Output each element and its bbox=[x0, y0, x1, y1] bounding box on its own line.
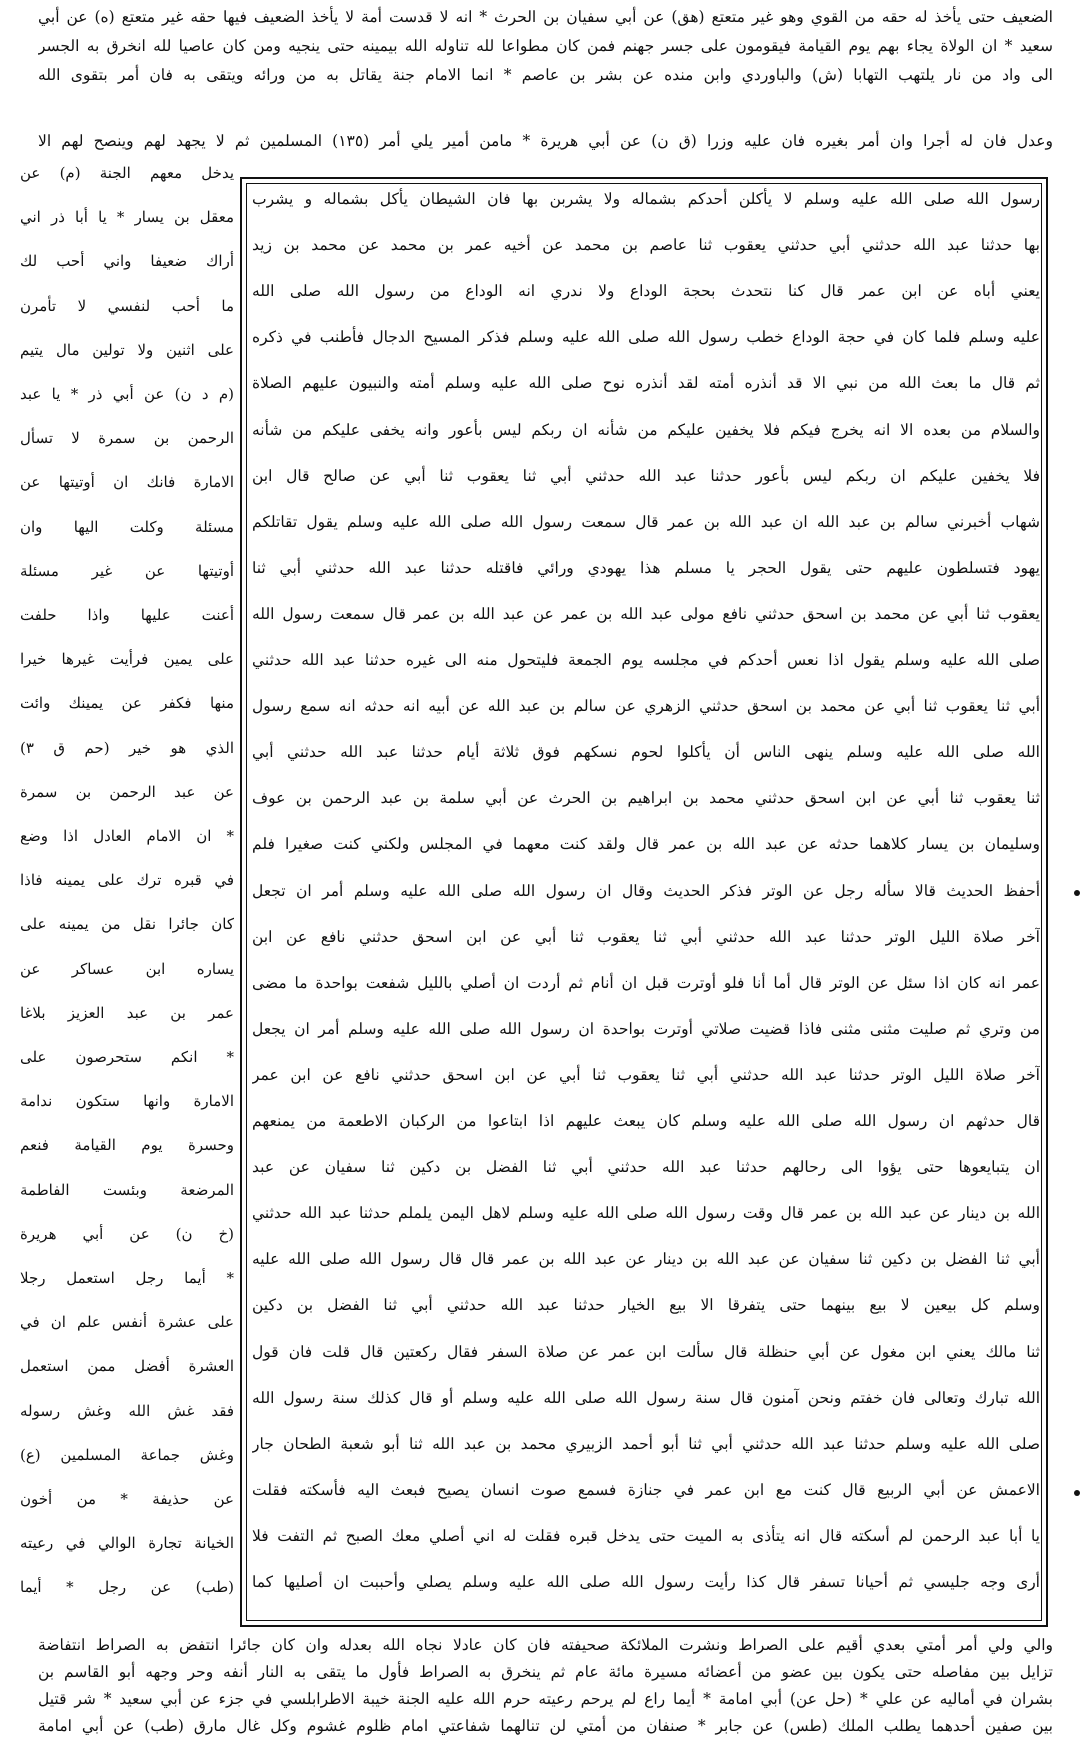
margin-line: يدخل معهم الجنة (م) عن bbox=[20, 164, 234, 182]
main-line: وسليمان بن يسار كلاهما حدثه عن عبد الله بن عمر قال ولقد كنت معهما في المجلس ولكني كنت صغيرا فلم bbox=[252, 835, 1040, 854]
margin-line: الامارة فانك ان أوتيتها عن bbox=[20, 473, 234, 492]
main-line: أحفظ الحديث قالا سأله رجل عن الوتر فذكر الحديث وقال ان رسول الله صلى الله عليه وسلم أمر ان تجعل bbox=[252, 881, 1040, 900]
margin-line: يساره ابن عساكر عن bbox=[20, 959, 234, 978]
margin-line: أوتيتها عن غير مسئلة bbox=[20, 561, 234, 580]
margin-line: عن حذيفة * من أخون bbox=[20, 1490, 234, 1508]
bottom-line: والي ولي أمر أمتي بعدي أقيم على الصراط ونشرت الملائكة صحيفته فان كان عادلا نجاه الله بعدله وان كان جائرا انتفض به الصراط انتفاضة bbox=[38, 1636, 1053, 1654]
margin-line: (خ ن) عن أبي هريرة bbox=[20, 1224, 234, 1243]
margin-line: الامارة وانها ستكون ندامة bbox=[20, 1092, 234, 1111]
main-line: شهاب أخبرني سالم بن عبد الله ان عبد الله بن عمر قال سمعت رسول الله صلى الله عليه وسلم يقول تقاتلكم bbox=[252, 512, 1040, 531]
main-line: فلا يخفين عليكم ان ربكم ليس بأعور حدثنا عبد الله حدثني أبي ثنا يعقوب ثنا أبي عن صالح قال ابن bbox=[252, 466, 1040, 485]
scan-speck bbox=[1074, 890, 1080, 896]
margin-line: كان جائرا نقل من يمينه على bbox=[20, 915, 234, 934]
top-line: الضعيف حتى يأخذ له حقه من القوي وهو غير متعتع (هق) عن أبي سفيان بن الحرث * انه لا قدست أمة لا يأخذ الضعيف فيها حقه غير متعتع (ه) عن أبي bbox=[38, 8, 1053, 26]
main-line: أبي ثنا الفضل بن دكين ثنا سفيان عن عبد الله بن دينار عن عبد الله بن عمر قال قال رسول الله صلى الله عليه bbox=[252, 1250, 1040, 1269]
margin-line: منها فكفر عن يمينك وائت bbox=[20, 694, 234, 713]
margin-line: الرحمن بن سمرة لا تسأل bbox=[20, 429, 234, 448]
margin-line: على اثنين ولا تولين مال يتيم bbox=[20, 340, 234, 359]
margin-line: الذي هو خير (حم ق ٣) bbox=[20, 738, 234, 757]
main-line: بها حدثنا عبد الله حدثني أبي حدثني يعقوب ثنا عاصم بن محمد عن أخيه عمر بن محمد عن محمد بن زيد bbox=[252, 236, 1040, 255]
margin-line: في قبره ترك على يمينه فاذا bbox=[20, 871, 234, 890]
main-line: الله تبارك وتعالى فان خفتم ونحن آمنون قال سنة رسول الله صلى الله عليه وسلم أو قال كذلك سنة رسول الله bbox=[252, 1388, 1040, 1407]
top-line: سعيد * ان الولاة يجاء بهم يوم القيامة فيقومون على جسر جهنم فمن كان مطواعا لله تناوله الله بيمينه حتى ينجيه ومن كان عاصيا لله انخرق به الجسر bbox=[38, 37, 1053, 55]
margin-line: على عشرة أنفس علم ان في bbox=[20, 1313, 234, 1332]
margin-line: (م د ن) عن أبي ذر * يا عبد bbox=[20, 385, 234, 403]
margin-line: عن عبد الرحمن بن سمرة bbox=[20, 782, 234, 801]
main-line: ثنا يعقوب ثنا أبي عن ابن اسحق حدثني محمد بن ابراهيم بن الحرث عن أبي سلمة بن عبد الرحمن بن عوف bbox=[252, 789, 1040, 808]
main-line: الاعمش عن أبي الربيع قال كنت مع ابن عمر في جنازة فسمع صوت انسان يصيح فبعث اليه فأسكته فقلت bbox=[252, 1480, 1040, 1499]
main-line: آخر صلاة الليل الوتر حدثنا عبد الله حدثني أبي ثنا يعقوب ثنا أبي عن ابن اسحق حدثني نافع عن ابن bbox=[252, 927, 1040, 946]
main-line: والسلام من بعده الا انه يخرج فيكم فلا يخفين عليكم من شأنه ان ربكم ليس بأعور وانه يخفى عليكم من شأنه bbox=[252, 420, 1040, 439]
margin-line: (طب) عن رجل * أيما bbox=[20, 1578, 234, 1597]
bottom-line: تزايل بين مفاصله حتى يكون بين عضو من أعضائه مسيرة مائة عام ثم ينخرق به الصراط فأول ما يتقى به النار أنفه وحر وجهه أبو القاسم بن bbox=[38, 1663, 1053, 1681]
margin-line: وغش جماعة المسلمين (ع) bbox=[20, 1445, 234, 1464]
main-line: أبي ثنا يعقوب ثنا أبي عن محمد بن اسحق حدثني الزهري عن سالم بن عبد الله عن أبيه انه حدثه انه سمع رسول bbox=[252, 697, 1040, 716]
margin-line: * أيما رجل استعمل رجلا bbox=[20, 1269, 234, 1287]
margin-line: المرضعة وبئست الفاطمة bbox=[20, 1180, 234, 1199]
main-line: أرى وجه جليسي ثم أحيانا تسفر قال كذا رأيت رسول الله صلى الله عليه وسلم يصلي وأحببت ان أصليها كما bbox=[252, 1573, 1040, 1591]
main-line: وسلم كل بيعين لا بيع بينهما حتى يتفرقا الا بيع الخيار حدثنا عبد الله حدثني أبي ثنا الفضل بن دكين bbox=[252, 1296, 1040, 1315]
top-line-with-page-number: وعدل فان له أجرا وان أمر بغيره فان عليه وزرا (ق ن) عن أبي هريرة * مامن أمير يلي أمر (١٣٥) المسلمين ثم لا يجهد لهم وينصح لهم الا bbox=[38, 132, 1053, 150]
main-line: الله بن دينار عن عبد الله بن عمر قال وقت رسول الله صلى الله عليه وسلم لاهل اليمن يلملم حدثنا عبد الله حدثني bbox=[252, 1204, 1040, 1223]
top-line: الى واد من نار يلتهب التهابا (ش) والباوردي وابن منده عن بشر بن عاصم * انما الامام جنة يقاتل به من ورائه ويتقى به فان أمر بتقوى الله bbox=[38, 66, 1053, 84]
main-line: صلى الله عليه وسلم يقول اذا نعس أحدكم في مجلسه يوم الجمعة فليتحول منه الى غيره حدثنا عبد الله حدثني bbox=[252, 651, 1040, 669]
margin-line: العشرة أفضل ممن استعمل bbox=[20, 1357, 234, 1376]
main-line: ثم قال ما بعث الله من نبي الا قد أنذره أمته لقد أنذره نوح صلى الله عليه وسلم أمته والنبيون عليهم الصلاة bbox=[252, 374, 1040, 393]
main-line: يعني أباه عن ابن عمر قال كنا نتحدث بحجة الوداع ولا ندري انه الوداع من رسول الله صلى الله bbox=[252, 282, 1040, 301]
margin-line: * انكم ستحرصون على bbox=[20, 1048, 234, 1066]
margin-line: عمر بن عبد العزيز بلاغا bbox=[20, 1003, 234, 1022]
margin-line: معقل بن يسار * يا أبا ذر اني bbox=[20, 208, 234, 227]
margin-line: الخيانة تجارة الوالي في رعيته bbox=[20, 1534, 234, 1553]
margin-line: * ان الامام العادل اذا وضع bbox=[20, 827, 234, 845]
margin-line: أعنت عليها واذا حلفت bbox=[20, 606, 234, 624]
main-line: يا أبا عبد الرحمن لم أسكته قال انه يتأذى به الميت حتى يدخل قبره فقلت له اني أصلي معك الصبح ثم التفت فلا bbox=[252, 1526, 1040, 1545]
main-line: ان يتبايعوها حتى يؤوا الى رحالهم حدثنا عبد الله حدثني أبي ثنا الفضل بن دكين ثنا سفيان عن عبد bbox=[252, 1158, 1040, 1177]
main-line: الله صلى الله عليه وسلم ينهى الناس أن يأكلوا لحوم نسكهم فوق ثلاثة أيام حدثنا عبد الله حدثني أبي bbox=[252, 743, 1040, 762]
main-line: من وتري ثم صليت مثنى مثنى فاذا قضيت صلاتي أوترت بواحدة ان رسول الله صلى الله عليه وسلم أمر ان يجعل bbox=[252, 1019, 1040, 1038]
margin-line: ما أحب لنفسي لا تأمرن bbox=[20, 296, 234, 315]
main-line: عليه وسلم فلما كان في حجة الوداع خطب رسول الله صلى الله عليه وسلم فذكر المسيح الدجال فأطنب في ذكره bbox=[252, 328, 1040, 347]
margin-line: فقد غش الله وغش رسوله bbox=[20, 1401, 234, 1420]
main-line: يعقوب ثنا أبي عن محمد بن اسحق حدثني نافع مولى عبد الله بن عمر عن عبد الله بن عمر قال سمعت رسول الله bbox=[252, 604, 1040, 623]
margin-line: أراك ضعيفا واني أحب لك bbox=[20, 252, 234, 271]
main-line: ثنا مالك يعني ابن مغول عن أبي حنظلة قال سألت ابن عمر عن صلاة السفر فقال ركعتين قال قلت فان قول bbox=[252, 1342, 1040, 1361]
main-line: آخر صلاة الليل الوتر حدثنا عبد الله حدثني أبي ثنا يعقوب ثنا أبي عن ابن اسحق حدثني نافع عن ابن عمر bbox=[252, 1065, 1040, 1084]
main-line: رسول الله صلى الله عليه وسلم لا يأكلن أحدكم بشماله ولا يشربن بها فان الشيطان يأكل بشماله و يشرب bbox=[252, 190, 1040, 208]
bottom-line: بشران في أماليه عن علي * (حل عن) أبي امامة * أيما راع لم يرحم رعيته حرم الله عليه الجنة خيبة الاطرابلسي في جزء عن أبي سعيد * شر قتيل bbox=[38, 1690, 1053, 1708]
scan-speck bbox=[1074, 1490, 1080, 1496]
margin-line: على يمين فرأيت غيرها خيرا bbox=[20, 650, 234, 669]
margin-line: وحسرة يوم القيامة فنعم bbox=[20, 1136, 234, 1155]
bottom-line: بين صفين أحدهما يطلب الملك (طس) عن جابر * صنفان من أمتي لن تنالهما شفاعتي امام ظلوم غشوم وكل غال مارق (طب) عن أبي امامة bbox=[38, 1717, 1053, 1735]
main-line: يهود فتسلطون عليهم حتى يقول الحجر يا مسلم هذا يهودي ورائي فاقتله حدثنا عبد الله حدثني أبي ثنا bbox=[252, 558, 1040, 577]
main-line: صلى الله عليه وسلم حدثنا عبد الله حدثني أبي ثنا أبو أحمد الزبيري محمد بن عبد الله ثنا أبو شعبة الطحان جار bbox=[252, 1434, 1040, 1453]
main-line: عمر انه كان اذا سئل عن الوتر قال أما أنا فلو أوترت قبل ان أنام ثم أردت ان أصلي بالليل شفعت بواحدة ما مضى bbox=[252, 973, 1040, 992]
main-line: قال حدثهم ان رسول الله صلى الله عليه وسلم كان يبعث عليهم اذا ابتاعوا من الركبان الاطعمة من يمنعهم bbox=[252, 1112, 1040, 1130]
margin-line: مسئلة وكلت اليها وان bbox=[20, 517, 234, 536]
